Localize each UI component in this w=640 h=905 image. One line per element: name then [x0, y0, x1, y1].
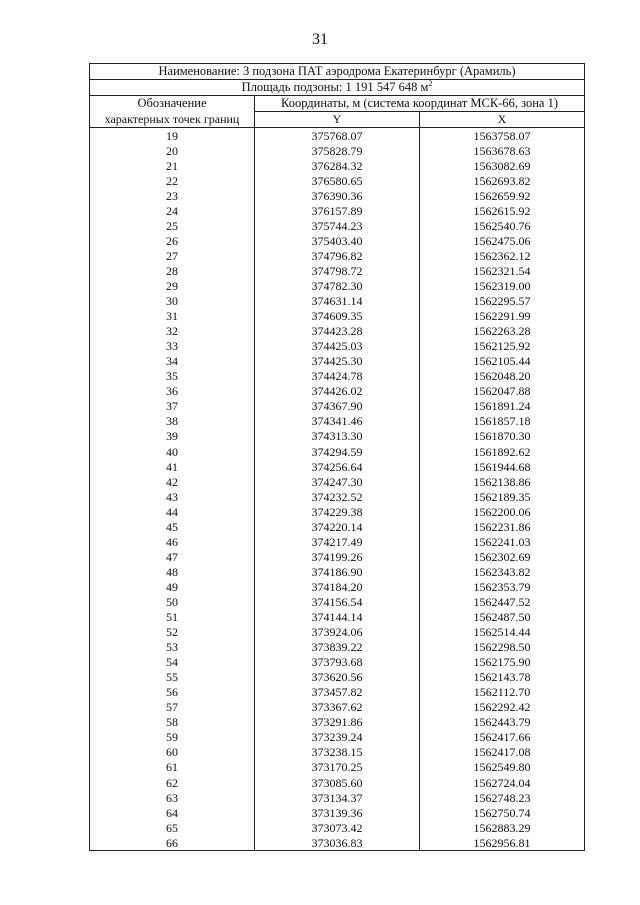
- point-number: 26: [90, 233, 255, 248]
- table-row: [90, 790, 585, 805]
- coord-y: 373839.22: [255, 640, 420, 655]
- coord-x: 1562138.86: [420, 474, 585, 489]
- table-row: [90, 459, 585, 474]
- point-number: 30: [90, 294, 255, 309]
- point-number: 36: [90, 384, 255, 399]
- coord-x: 1563758.07: [420, 128, 585, 144]
- coord-y: 374367.90: [255, 399, 420, 414]
- header-coordinates: Координаты, м (система координат МСК-66, зона 1): [255, 96, 585, 112]
- coord-x: 1562659.92: [420, 188, 585, 203]
- point-number: 51: [90, 610, 255, 625]
- point-number: 63: [90, 790, 255, 805]
- table-row: [90, 745, 585, 760]
- point-number: 20: [90, 143, 255, 158]
- table-row: [90, 158, 585, 173]
- area-label: [90, 80, 585, 96]
- coord-y: 374424.78: [255, 369, 420, 384]
- header-x: X: [420, 112, 585, 128]
- point-number: 59: [90, 730, 255, 745]
- table-row: [90, 775, 585, 790]
- coord-x: 1562487.50: [420, 610, 585, 625]
- coord-x: 1562417.08: [420, 745, 585, 760]
- table-row: [90, 640, 585, 655]
- table-row: [90, 700, 585, 715]
- point-number: 35: [90, 369, 255, 384]
- coord-y: 374199.26: [255, 549, 420, 564]
- coord-x: 1562105.44: [420, 354, 585, 369]
- point-number: 57: [90, 700, 255, 715]
- coord-y: 374425.30: [255, 354, 420, 369]
- coord-y: 375403.40: [255, 233, 420, 248]
- point-number: 27: [90, 248, 255, 263]
- coord-y: 374156.54: [255, 594, 420, 609]
- table-row: [90, 203, 585, 218]
- table-row: [90, 233, 585, 248]
- coord-y: 373367.62: [255, 700, 420, 715]
- coord-y: 374423.28: [255, 324, 420, 339]
- coord-y: 374144.14: [255, 610, 420, 625]
- table-row: [90, 444, 585, 459]
- coord-y: 375768.07: [255, 128, 420, 144]
- coord-x: 1562615.92: [420, 203, 585, 218]
- page-number: 31: [312, 31, 328, 48]
- coord-y: 376390.36: [255, 188, 420, 203]
- point-number: 41: [90, 459, 255, 474]
- point-number: 42: [90, 474, 255, 489]
- table-row: [90, 805, 585, 820]
- coord-x: 1562362.12: [420, 248, 585, 263]
- point-number: 28: [90, 263, 255, 278]
- coord-y: 374294.59: [255, 444, 420, 459]
- coord-x: 1562748.23: [420, 790, 585, 805]
- coord-y: 373239.24: [255, 730, 420, 745]
- coord-y: 373457.82: [255, 685, 420, 700]
- table-row: [90, 188, 585, 203]
- table-row: [90, 489, 585, 504]
- coord-x: 1561892.62: [420, 444, 585, 459]
- point-number: 23: [90, 188, 255, 203]
- coord-y: 374782.30: [255, 278, 420, 293]
- coord-x: 1562693.82: [420, 173, 585, 188]
- table-row: [90, 128, 585, 144]
- point-number: 45: [90, 519, 255, 534]
- table-row: [90, 143, 585, 158]
- table-row: [90, 384, 585, 399]
- table-row: [90, 655, 585, 670]
- coordinates-table: [89, 63, 585, 851]
- table-row: [90, 173, 585, 188]
- coord-x: 1562241.03: [420, 534, 585, 549]
- coord-y: 375828.79: [255, 143, 420, 158]
- table-row: [90, 594, 585, 609]
- coord-x: 1562112.70: [420, 685, 585, 700]
- point-number: 60: [90, 745, 255, 760]
- point-number: 48: [90, 564, 255, 579]
- table-row: [90, 549, 585, 564]
- coord-y: 374341.46: [255, 414, 420, 429]
- table-row: [90, 429, 585, 444]
- table-row: [90, 730, 585, 745]
- coord-x: 1562549.80: [420, 760, 585, 775]
- area-value: Площадь подзоны: 1 191 547 648 м: [241, 80, 429, 94]
- coord-x: 1562175.90: [420, 655, 585, 670]
- coord-x: 1562343.82: [420, 564, 585, 579]
- coord-x: 1562750.74: [420, 805, 585, 820]
- coord-x: 1562047.88: [420, 384, 585, 399]
- coord-y: 376580.65: [255, 173, 420, 188]
- coord-y: 374631.14: [255, 294, 420, 309]
- table-row: [90, 835, 585, 851]
- point-number: 54: [90, 655, 255, 670]
- table-row: [90, 534, 585, 549]
- coord-x: 1563678.63: [420, 143, 585, 158]
- table-row: [90, 685, 585, 700]
- point-number: 66: [90, 835, 255, 851]
- coord-x: 1562295.57: [420, 294, 585, 309]
- point-number: 65: [90, 820, 255, 835]
- coord-y: 373793.68: [255, 655, 420, 670]
- point-number: 19: [90, 128, 255, 144]
- point-number: 24: [90, 203, 255, 218]
- point-number: 33: [90, 339, 255, 354]
- coord-x: 1561870.30: [420, 429, 585, 444]
- point-number: 37: [90, 399, 255, 414]
- table-row: [90, 670, 585, 685]
- table-row: [90, 339, 585, 354]
- table-row: [90, 414, 585, 429]
- coord-y: 374220.14: [255, 519, 420, 534]
- point-number: 58: [90, 715, 255, 730]
- coord-y: 374184.20: [255, 579, 420, 594]
- table-row: [90, 504, 585, 519]
- coord-y: 376284.32: [255, 158, 420, 173]
- coord-x: 1562200.06: [420, 504, 585, 519]
- point-number: 55: [90, 670, 255, 685]
- coord-x: 1561891.24: [420, 399, 585, 414]
- point-number: 34: [90, 354, 255, 369]
- coord-x: 1562231.86: [420, 519, 585, 534]
- coord-x: 1562143.78: [420, 670, 585, 685]
- coord-y: 374232.52: [255, 489, 420, 504]
- area-unit-power: 2: [428, 79, 433, 88]
- coord-x: 1562292.42: [420, 700, 585, 715]
- table-row: [90, 263, 585, 278]
- coord-x: 1562475.06: [420, 233, 585, 248]
- table-row: [90, 309, 585, 324]
- table-row: [90, 625, 585, 640]
- coord-y: 374796.82: [255, 248, 420, 263]
- table-row: [90, 820, 585, 835]
- coord-x: 1562048.20: [420, 369, 585, 384]
- table-row: [90, 218, 585, 233]
- coord-x: 1562321.54: [420, 263, 585, 278]
- header-point-designation-line2: характерных точек границ: [90, 112, 255, 128]
- point-number: 52: [90, 625, 255, 640]
- coord-x: 1562319.00: [420, 278, 585, 293]
- coord-y: 376157.89: [255, 203, 420, 218]
- coord-y: 373085.60: [255, 775, 420, 790]
- point-number: 29: [90, 278, 255, 293]
- coord-x: 1562447.52: [420, 594, 585, 609]
- coord-x: 1563082.69: [420, 158, 585, 173]
- coord-x: 1562353.79: [420, 579, 585, 594]
- point-number: 56: [90, 685, 255, 700]
- coord-y: 374256.64: [255, 459, 420, 474]
- point-number: 44: [90, 504, 255, 519]
- point-number: 46: [90, 534, 255, 549]
- table-row: [90, 354, 585, 369]
- coord-y: 373620.56: [255, 670, 420, 685]
- point-number: 25: [90, 218, 255, 233]
- coord-y: 375744.23: [255, 218, 420, 233]
- coord-y: 373924.06: [255, 625, 420, 640]
- table-row: [90, 610, 585, 625]
- coord-x: 1562189.35: [420, 489, 585, 504]
- table-title: Наименование: 3 подзона ПАТ аэродрома Екатеринбург (Арамиль): [90, 64, 585, 80]
- table-row: [90, 715, 585, 730]
- header-point-designation: Обозначение: [90, 96, 255, 112]
- coord-x: 1562302.69: [420, 549, 585, 564]
- coord-y: 374229.38: [255, 504, 420, 519]
- point-number: 50: [90, 594, 255, 609]
- coord-x: 1561944.68: [420, 459, 585, 474]
- coord-y: 373036.83: [255, 835, 420, 851]
- coord-y: 374313.30: [255, 429, 420, 444]
- table-row: [90, 760, 585, 775]
- coord-y: 374186.90: [255, 564, 420, 579]
- coord-y: 373170.25: [255, 760, 420, 775]
- table-row: [90, 294, 585, 309]
- coord-y: 373134.37: [255, 790, 420, 805]
- coord-y: 374426.02: [255, 384, 420, 399]
- table-row: [90, 564, 585, 579]
- table-row: [90, 579, 585, 594]
- coord-y: 373291.86: [255, 715, 420, 730]
- table-row: [90, 369, 585, 384]
- table-row: [90, 278, 585, 293]
- coord-x: 1562724.04: [420, 775, 585, 790]
- coord-y: 374247.30: [255, 474, 420, 489]
- coord-y: 373139.36: [255, 805, 420, 820]
- coord-x: 1562883.29: [420, 820, 585, 835]
- coord-y: 373073.42: [255, 820, 420, 835]
- coord-x: 1562291.99: [420, 309, 585, 324]
- point-number: 31: [90, 309, 255, 324]
- coord-y: 374425.03: [255, 339, 420, 354]
- coord-x: 1561857.18: [420, 414, 585, 429]
- coord-y: 373238.15: [255, 745, 420, 760]
- point-number: 39: [90, 429, 255, 444]
- coordinates-rows: [90, 128, 585, 851]
- coord-y: 374609.35: [255, 309, 420, 324]
- table-row: [90, 519, 585, 534]
- table-row: [90, 324, 585, 339]
- point-number: 49: [90, 579, 255, 594]
- coord-x: 1562125.92: [420, 339, 585, 354]
- point-number: 32: [90, 324, 255, 339]
- coord-x: 1562956.81: [420, 835, 585, 851]
- point-number: 62: [90, 775, 255, 790]
- coord-x: 1562417.66: [420, 730, 585, 745]
- coord-x: 1562514.44: [420, 625, 585, 640]
- coord-x: 1562263.28: [420, 324, 585, 339]
- point-number: 61: [90, 760, 255, 775]
- table-row: [90, 474, 585, 489]
- point-number: 43: [90, 489, 255, 504]
- point-number: 53: [90, 640, 255, 655]
- coord-y: 374217.49: [255, 534, 420, 549]
- point-number: 22: [90, 173, 255, 188]
- coord-x: 1562540.76: [420, 218, 585, 233]
- point-number: 38: [90, 414, 255, 429]
- coord-x: 1562298.50: [420, 640, 585, 655]
- table-row: [90, 399, 585, 414]
- point-number: 64: [90, 805, 255, 820]
- header-y: Y: [255, 112, 420, 128]
- coord-x: 1562443.79: [420, 715, 585, 730]
- point-number: 40: [90, 444, 255, 459]
- point-number: 21: [90, 158, 255, 173]
- point-number: 47: [90, 549, 255, 564]
- table-row: [90, 248, 585, 263]
- coord-y: 374798.72: [255, 263, 420, 278]
